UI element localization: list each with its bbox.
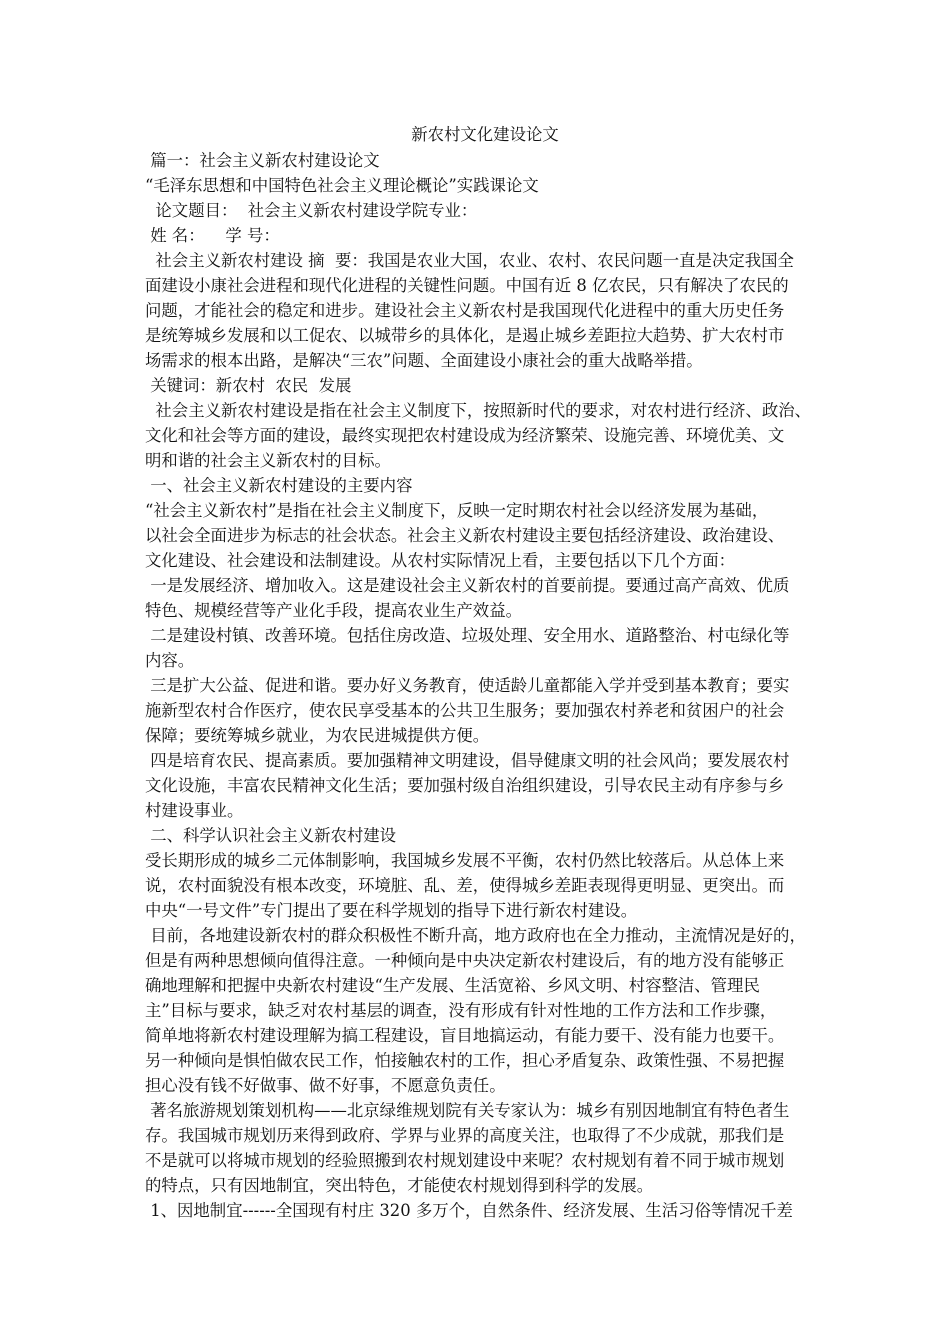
text-line: 村建设事业。 [145, 801, 244, 820]
text-line: 问题，才能社会的稳定和进步。建设社会主义新农村是我国现代化进程中的重大历史任务 [145, 301, 785, 320]
document-title: 新农村文化建设论文 [411, 125, 559, 144]
text-line: 担心没有钱不好做事、做不好事，不愿意负责任。 [145, 1076, 506, 1095]
text-line: 说，农村面貌没有根本改变，环境脏、乱、差，使得城乡差距表现得更明显、更突出。而 [145, 876, 785, 895]
text-line: 以社会全面进步为标志的社会状态。社会主义新农村建设主要包括经济建设、政治建设、 [145, 526, 785, 545]
text-line: 一是发展经济、增加收入。这是建设社会主义新农村的首要前提。要通过高产高效、优质 [145, 576, 790, 595]
text-line: 的特点，只有因地制宜，突出特色，才能使农村规划得到科学的发展。 [145, 1176, 654, 1195]
text-line: 是统筹城乡发展和以工促农、以城带乡的具体化，是遏止城乡差距拉大趋势、扩大农村市 [145, 326, 785, 345]
text-line: 目前，各地建设新农村的群众积极性不断升高，地方政府也在全力推动，主流情况是好的， [145, 926, 806, 945]
text-line: 明和谐的社会主义新农村的目标。 [145, 451, 391, 470]
text-line: 保障；要统筹城乡就业，为农民进城提供方便。 [145, 726, 490, 745]
text-line: 简单地将新农村建设理解为搞工程建设，盲目地搞运动，有能力要干、没有能力也要干。 [145, 1026, 785, 1045]
text-line: 文化建设、社会建设和法制建设。从农村实际情况上看，主要包括以下几个方面： [145, 551, 736, 570]
text-line: 著名旅游规划策划机构——北京绿维规划院有关专家认为：城乡有别因地制宜有特色者生 [145, 1101, 790, 1120]
text-line: 施新型农村合作医疗，使农民享受基本的公共卫生服务；要加强农村养老和贫困户的社会 [145, 701, 785, 720]
text-line: 面建设小康社会进程和现代化进程的关键性问题。中国有近 8 亿农民，只有解决了农民的 [145, 276, 789, 295]
text-line: “毛泽东思想和中国特色社会主义理论概论”实践课论文 [145, 176, 539, 195]
text-line: 场需求的根本出路，是解决“三农”问题、全面建设小康社会的重大战略举措。 [145, 351, 703, 370]
text-line: 中央“一号文件”专门提出了要在科学规划的指导下进行新农村建设。 [145, 901, 638, 920]
text-line: 内容。 [145, 651, 195, 670]
text-line: 关键词：新农村 农民 发展 [145, 376, 352, 395]
text-line: 一、社会主义新农村建设的主要内容 [145, 476, 413, 495]
text-line: 存。我国城市规划历来得到政府、学界与业界的高度关注，也取得了不少成就，那我们是 [145, 1126, 785, 1145]
text-line: 不是就可以将城市规划的经验照搬到农村规划建设中来呢？农村规划有着不同于城市规划 [145, 1151, 785, 1170]
text-line: 确地理解和把握中央新农村建设“生产发展、生活宽裕、乡风文明、村容整洁、管理民 [145, 976, 760, 995]
text-line: 论文题目： 社会主义新农村建设学院专业： [145, 201, 478, 220]
text-line: 二是建设村镇、改善环境。包括住房改造、垃圾处理、安全用水、道路整治、村屯绿化等 [145, 626, 790, 645]
text-line: 社会主义新农村建设 摘 要：我国是农业大国，农业、农村、农民问题一直是决定我国全 [145, 251, 794, 270]
text-line: 主”目标与要求，缺乏对农村基层的调查，没有形成有针对性地的工作方法和工作步骤， [145, 1001, 777, 1020]
text-line: 篇一：社会主义新农村建设论文 [145, 151, 380, 170]
text-line: 1、因地制宜------全国现有村庄 320 多万个，自然条件、经济发展、生活习俗等情况千差 [145, 1201, 793, 1220]
text-line: 姓 名： 学 号： [145, 226, 280, 245]
text-line: 社会主义新农村建设是指在社会主义制度下，按照新时代的要求，对农村进行经济、政治、 [145, 401, 812, 420]
text-line: 文化设施，丰富农民精神文化生活；要加强村级自治组织建设，引导农民主动有序参与乡 [145, 776, 785, 795]
text-line: 二、科学认识社会主义新农村建设 [145, 826, 397, 845]
document-text [145, 148, 825, 1223]
text-line: 四是培育农民、提高素质。要加强精神文明建设，倡导健康文明的社会风尚；要发展农村 [145, 751, 790, 770]
text-line: 文化和社会等方面的建设，最终实现把农村建设成为经济繁荣、设施完善、环境优美、文 [145, 426, 785, 445]
text-line: 特色、规模经营等产业化手段，提高农业生产效益。 [145, 601, 522, 620]
text-line: 另一种倾向是惧怕做农民工作，怕接触农村的工作，担心矛盾复杂、政策性强、不易把握 [145, 1051, 785, 1070]
text-line: 受长期形成的城乡二元体制影响，我国城乡发展不平衡，农村仍然比较落后。从总体上来 [145, 851, 785, 870]
text-line: 三是扩大公益、促进和谐。要办好义务教育，使适龄儿童都能入学并受到基本教育；要实 [145, 676, 790, 695]
document-body [145, 122, 825, 1223]
text-line: “社会主义新农村”是指在社会主义制度下，反映一定时期农村社会以经济发展为基础， [145, 501, 769, 520]
text-line: 但是有两种思想倾向值得注意。一种倾向是中央决定新农村建设后，有的地方没有能够正 [145, 951, 785, 970]
